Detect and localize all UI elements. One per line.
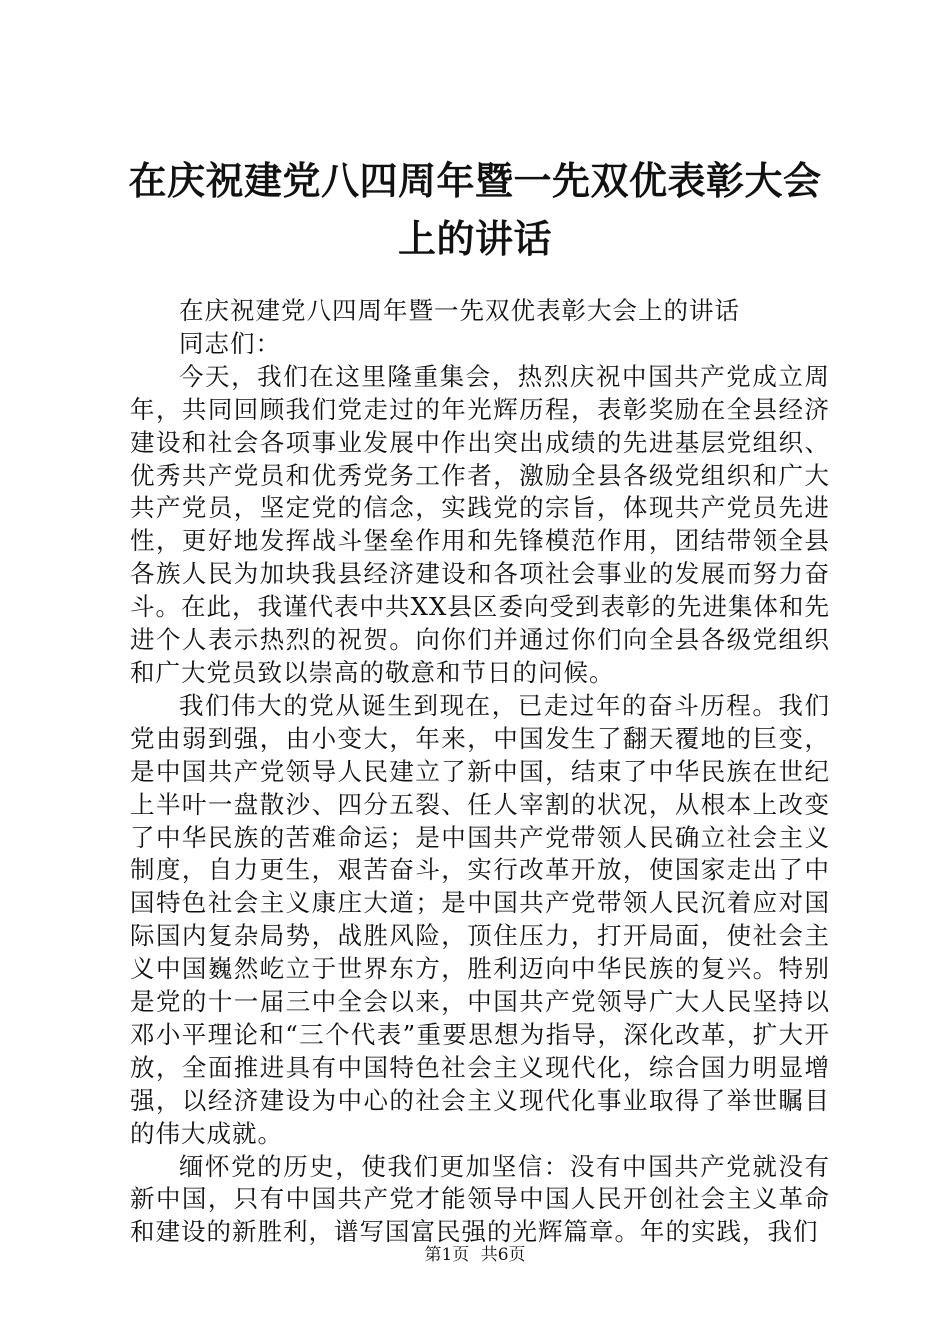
- body-paragraph: 今天，我们在这里隆重集会，热烈庆祝中国共产党成立周年，共同回顾我们党走过的年光辉历程，表彰奖励在全县经济建设和社会各项事业发展中作出突出成绩的先进基层党组织、优秀共产党员和优秀党务工作者，激励全县各级党组织和广大共产党员，坚定党的信念，实践党的宗旨，体现共产党员先进性，更好地发挥战斗堡垒作用和先锋模范作用，团结带领全县各族人民为加块我县经济建设和各项社会事业的发展而努力奋斗。在此，我谨代表中共XX县区委向受到表彰的先进集体和先进个人表示热烈的祝贺。向你们并通过你们向全县各级党组织和广大党员致以崇高的敬意和节日的问候。: [130, 361, 830, 687]
- document-body: [130, 295, 830, 1249]
- page-number: 第1页: [424, 1245, 470, 1265]
- subtitle-line: 在庆祝建党八四周年暨一先双优表彰大会上的讲话: [179, 296, 740, 325]
- page-total: 共6页: [480, 1245, 526, 1265]
- salutation: 同志们：: [179, 328, 281, 358]
- document-title: 在庆祝建党八四周年暨一先双优表彰大会上的讲话: [128, 159, 822, 261]
- page-footer: [0, 1244, 950, 1266]
- body-paragraph: 缅怀党的历史，使我们更加坚信：没有中国共产党就没有新中国，只有中国共产党才能领导中国人民开创社会主义革命和建设的新胜利，谱写国富民强的光辉篇章。年的实践，我们: [130, 1151, 830, 1247]
- body-paragraph: 我们伟大的党从诞生到现在，已走过年的奋斗历程。我们党由弱到强，由小变大，年来，中国发生了翻天覆地的巨变，是中国共产党领导人民建立了新中国，结束了中华民族在世纪上半叶一盘散沙、四分五裂、任人宰割的状况，从根本上改变了中华民族的苦难命运；是中国共产党带领人民确立社会主义制度，自力更生，艰苦奋斗，实行改革开放，使国家走出了中国特色社会主义康庄大道；是中国共产党带领人民沉着应对国际国内复杂局势，战胜风险，顶住压力，打开局面，使社会主义中国巍然屹立于世界东方，胜利迈向中华民族的复兴。特别是党的十一届三中全会以来，中国共产党领导广大人民坚持以邓小平理论和“三个代表”重要思想为指导，深化改革，扩大开放，全面推进具有中国特色社会主义现代化，综合国力明显增强，以经济建设为中心的社会主义现代化事业取得了举世瞩目的伟大成就。: [130, 690, 830, 1148]
